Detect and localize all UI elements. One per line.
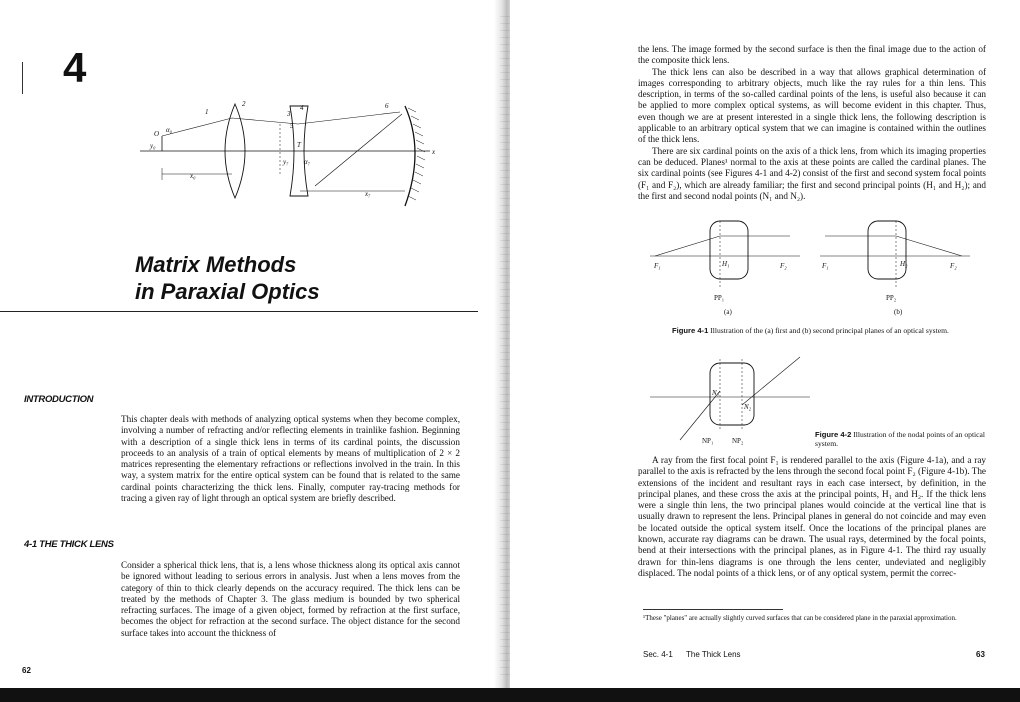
fig2-NP1: NP₁ [702, 437, 714, 445]
fig2-NP2: NP₂ [732, 437, 744, 445]
fig-label-1: 1 [205, 108, 209, 116]
page-number-right: 63 [976, 650, 985, 659]
figure-4-1-label: Figure 4-1 [672, 326, 709, 335]
fig1-PP2: PP₂ [886, 294, 897, 302]
fig2-N1: N₁ [712, 389, 720, 397]
fig1-b: (b) [894, 308, 903, 316]
fig-label-a0: α₀ [166, 126, 173, 134]
fig-label-y7: y₇ [283, 158, 289, 166]
fig-label-5: 5 [290, 122, 294, 130]
figure-4-1-caption [672, 326, 1002, 335]
fig1-F2a: F₂ [780, 262, 787, 270]
figure-4-1-text: Illustration of the (a) first and (b) second principal planes of an optical system. [710, 326, 949, 335]
fig1-F1a: F₁ [654, 262, 661, 270]
fig-label-O: O [154, 130, 160, 138]
intro-paragraph: This chapter deals with methods of analyzing optical systems when they become complex, involving a number of refracting and/or reflecting elements in trainlike fashion. Beginning with a description of a single thick lens in terms of its cardinal points, the discussion proceeds to an analysis of a train of optical elements by means of multiplication of 2 × 2 matrices representing the elementary refractions or reflections involved in the train. In this way, a system matrix for the entire optical system can be found that is related to the same cardinal points characterizing the thick lens. Finally, computer ray-tracing methods for tracing a given ray of light through an optical system are briefly described. [121, 414, 460, 504]
fig-label-2: 2 [242, 100, 246, 108]
running-foot-section: Sec. 4-1 [643, 650, 673, 659]
right-body-top [638, 44, 986, 202]
fig1-H1: H₁ [722, 260, 730, 268]
fig-label-x0: x₀ [190, 172, 196, 180]
page-number-left: 62 [22, 666, 31, 675]
fig-label-a7: α₇ [304, 158, 311, 166]
fig-label-x7: x₇ [365, 190, 371, 198]
paragraph-3: There are six cardinal points on the axis of a thick lens, from which its imaging properties can be deduced. Planes¹ normal to the axis at these points are called the cardinal planes. The six cardinal points (see Figures 4-1 and 4-2) consist of the first and second system focal points (F₁ and F₂), which are already familiar; the first and second principal points (H₁ and H₂); and the first and second nodal points (N₁ and N₂). [638, 145, 986, 201]
fig-label-y0: y₀ [150, 142, 156, 150]
fig1-H2: H₂ [900, 260, 908, 268]
fig-label-3: 3 [287, 110, 291, 118]
left-page [0, 0, 500, 690]
right-body-bottom [638, 455, 986, 579]
paragraph-1: the lens. The image formed by the second surface is then the final image due to the action of the composite thick lens. [638, 44, 986, 66]
footnote: ¹These "planes" are actually slightly curved surfaces that can be considered plane in the paraxial approximation. [643, 614, 957, 622]
chapter-title [135, 251, 320, 305]
running-foot-title: The Thick Lens [686, 650, 741, 659]
title-rule [0, 311, 478, 312]
scan-bottom-border [0, 688, 1020, 702]
fig-label-x: x [432, 148, 436, 156]
fig-label-6: 6 [385, 102, 389, 110]
paragraph-4: A ray from the first focal point F₁ is rendered parallel to the axis (Figure 4-1a), and a ray parallel to the axis is refracted by the lens through the second focal point F₂ (Figure 4-1b). The extensions of the incident and resultant rays in each case intersect, by definition, in the principal planes, and these cross the axis at the principal points, H₁ and H₂. If the thick lens were a single thin lens, the two principal planes would coincide at the vertical line that is usually drawn to represent the lens. Principal planes in general do not coincide and may even be located outside the optical system itself. Once the locations of the principal planes are known, accurate ray diagrams can be drawn. The usual rays, determined by the focal points, bend at their intersections with the principal planes, as in Figure 4-1. The third ray usually drawn for thin-lens diagrams is one through the lens center, undeviated and negligibly displaced. The nodal points of a thick lens, or of any optical system, permit the correc- [638, 455, 986, 578]
intro-heading: INTRODUCTION [24, 394, 94, 405]
figure-4-2-text: Illustration of the nodal points of an optical system. [815, 430, 986, 448]
fig1-F1b: F₁ [822, 262, 829, 270]
fig-label-4: 4 [300, 104, 304, 112]
section-paragraph: Consider a spherical thick lens, that is, a lens whose thickness along its optical axis cannot be ignored without leading to serious errors in analysis. Just when a lens moves from the category of thin to thick clearly depends on the accuracy required. The thick lens can be treated by the methods of Chapter 3. The glass medium is bounded by two spherical refracting surfaces. The image of a given object, formed by refraction at the first surface, becomes the object for refraction at the second surface. The object distance for the second surface takes into account the thickness of [121, 560, 460, 638]
chapter-title-line1: Matrix Methods [135, 252, 297, 277]
figure-4-2 [650, 355, 810, 450]
figure-4-2-caption [815, 430, 985, 448]
fig1-a: (a) [724, 308, 732, 316]
margin-mark [22, 62, 23, 94]
figure-4-2-label: Figure 4-2 [815, 430, 852, 439]
section-heading: 4-1 THE THICK LENS [24, 539, 114, 550]
fig1-F2b: F₂ [950, 262, 957, 270]
right-page [510, 0, 1020, 690]
figure-4-1 [650, 218, 970, 318]
lens-system-figure [140, 96, 440, 216]
chapter-title-line2: in Paraxial Optics [135, 279, 320, 304]
fig-label-T: T [297, 141, 301, 149]
footnote-rule [643, 609, 783, 610]
chapter-number: 4 [63, 44, 87, 91]
fig2-N2: N₂ [744, 403, 752, 411]
paragraph-2: The thick lens can also be described in a way that allows graphical determination of images corresponding to arbitrary objects, much like the ray rules for a thin lens. This description, in terms of the so-called cardinal points of the lens, is useful also because it can be applied to more complex optical systems, as will become evident in this chapter. Thus, even though we are at present interested in a single thick lens, the following description is applicable to an arbitrary optical system that we can imagine is contained within the outlines of the thick lens. [638, 66, 986, 145]
fig1-PP1: PP₁ [714, 294, 725, 302]
